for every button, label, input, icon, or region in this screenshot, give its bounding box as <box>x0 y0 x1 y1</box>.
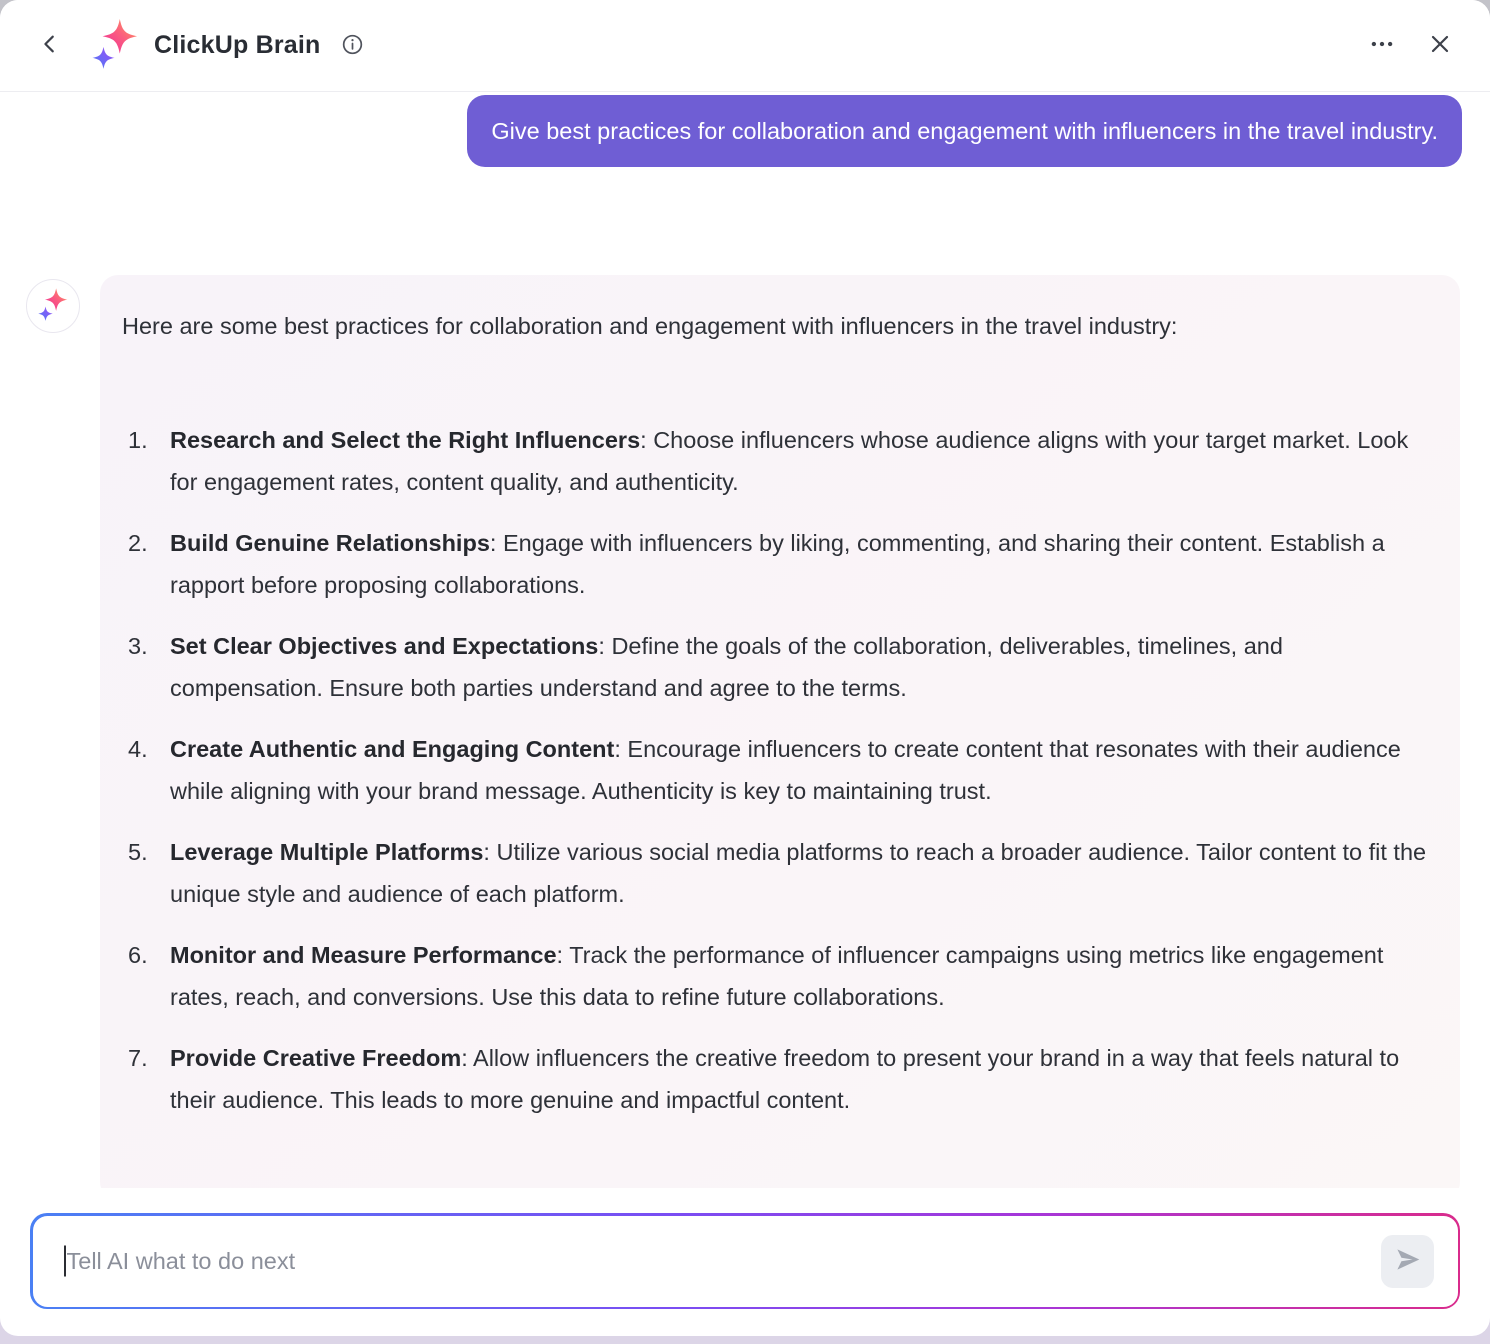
list-number: 7. <box>128 1045 148 1071</box>
assistant-avatar <box>26 279 80 333</box>
list-item <box>122 625 1432 709</box>
list-item <box>122 728 1432 812</box>
sparkles-icon <box>38 287 68 326</box>
list-item <box>122 934 1432 1018</box>
back-button[interactable] <box>30 26 70 66</box>
more-options-button[interactable] <box>1362 26 1402 66</box>
x-icon <box>1428 32 1452 59</box>
list-text: Build Genuine Relationships: Engage with influencers by liking, commenting, and sharing their content. Establish a rapport before proposing collaborations. <box>170 530 1385 598</box>
ai-prompt-input[interactable] <box>33 1216 1381 1307</box>
list-number: 6. <box>128 942 148 968</box>
ellipsis-icon <box>1369 31 1395 60</box>
send-button[interactable] <box>1381 1235 1434 1288</box>
paper-plane-icon <box>1394 1246 1421 1276</box>
assistant-message-card <box>100 275 1460 1188</box>
list-number: 4. <box>128 736 148 762</box>
list-text: Leverage Multiple Platforms: Utilize various social media platforms to reach a broader audience. Tailor content to fit the unique style and audience of each platform. <box>170 839 1427 907</box>
page-title: ClickUp Brain <box>154 31 321 59</box>
sparkles-icon <box>92 17 138 74</box>
text-cursor <box>64 1246 67 1277</box>
list-item <box>122 1037 1432 1121</box>
info-circle-icon <box>341 33 364 59</box>
chevron-left-icon <box>39 33 61 58</box>
list-item <box>122 522 1432 606</box>
list-text: Provide Creative Freedom: Allow influencers the creative freedom to present your brand in a way that feels natural to their audience. This leads to more genuine and impactful content. <box>170 1045 1400 1113</box>
list-text: Set Clear Objectives and Expectations: Define the goals of the collaboration, deliverables, timelines, and compensation. Ensure both parties understand and agree to the terms. <box>170 633 1283 701</box>
assistant-intro-text: Here are some best practices for collaboration and engagement with influencers in the travel industry: <box>122 313 1178 339</box>
user-message-bubble: Give best practices for collaboration and engagement with influencers in the travel industry. <box>467 95 1462 167</box>
list-text: Create Authentic and Engaging Content: Encourage influencers to create content that resonates with their audience while aligning with your brand message. Authenticity is key to maintaining trust. <box>170 736 1401 804</box>
list-text: Research and Select the Right Influencers: Choose influencers whose audience aligns with your target market. Look for engagement rates, content quality, and authenticity. <box>170 427 1409 495</box>
list-number: 1. <box>128 427 148 453</box>
info-button[interactable] <box>333 26 373 66</box>
list-number: 3. <box>128 633 148 659</box>
list-text: Monitor and Measure Performance: Track the performance of influencer campaigns using metrics like engagement rates, reach, and conversions. Use this data to refine future collaborations. <box>170 942 1384 1010</box>
chat-scroll-area[interactable] <box>0 92 1490 1188</box>
close-button[interactable] <box>1420 26 1460 66</box>
assistant-message-row <box>26 275 1460 1188</box>
best-practices-list <box>122 419 1432 1121</box>
list-item <box>122 419 1432 503</box>
list-number: 5. <box>128 839 148 865</box>
list-number: 2. <box>128 530 148 556</box>
composer-inner <box>33 1216 1458 1307</box>
composer <box>30 1213 1460 1309</box>
header <box>0 0 1490 92</box>
list-item <box>122 831 1432 915</box>
clickup-brain-logo <box>92 17 138 74</box>
